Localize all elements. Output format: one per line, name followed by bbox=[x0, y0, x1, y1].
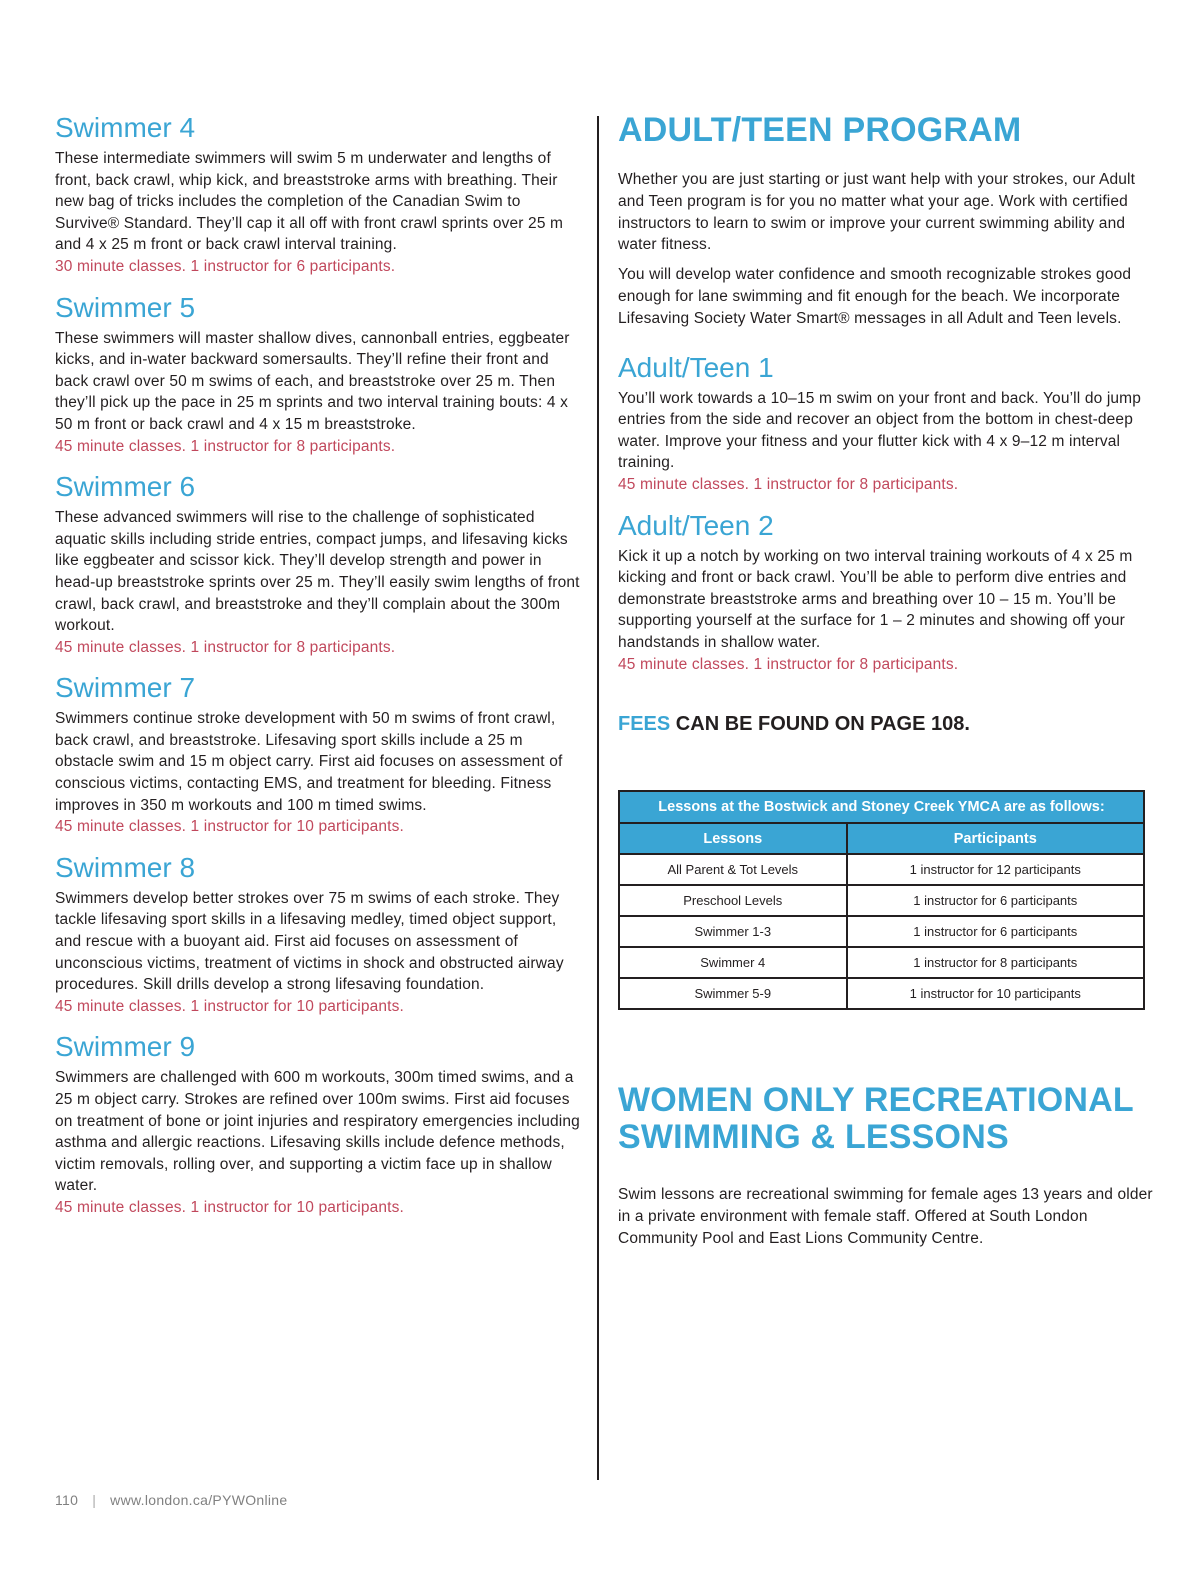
level-adult-teen-1 bbox=[618, 352, 1148, 496]
class-info: 45 minute classes. 1 instructor for 10 participants. bbox=[55, 997, 404, 1015]
table-row bbox=[619, 854, 1144, 885]
level-title: Swimmer 5 bbox=[55, 291, 196, 323]
level-adult-teen-2 bbox=[618, 510, 1148, 676]
level-description: Kick it up a notch by working on two interval training workouts of 4 x 25 m kicking and front or back crawl. You’ll be able to perform dive entries and demonstrate breaststroke arms and breathing over 10 – 15 m. You’ll be supporting yourself at the surface for 1 – 2 minutes and showing off your handstands in shallow water. bbox=[618, 547, 1133, 651]
adult-teen-title: ADULT/TEEN PROGRAM bbox=[618, 111, 1022, 149]
women-only-title bbox=[618, 1082, 1158, 1156]
level-title: Swimmer 4 bbox=[55, 112, 196, 143]
level-description: These swimmers will master shallow dives, cannonball entries, eggbeater kicks, and in-water backward somersaults. They’ll refine their front and back crawl over 50 m swims of each, and breaststroke over 25 m. Then they’ll pick up the pace in 25 m sprints and two interval training bouts: 4 x 50 m front or back crawl and 4 x 15 m breaststroke. bbox=[55, 329, 570, 433]
level-title: Swimmer 9 bbox=[55, 1031, 196, 1063]
fees-notice bbox=[618, 713, 1148, 736]
level-description: Swimmers are challenged with 600 m workouts, 300m timed swims, and a 25 m object carry. Strokes are refined over 100m swims. First aid focuses on treatment of bone or joint injuries and respiratory emergencies including asthma and allergic reactions. Lifesaving skills include defence methods, victim removals, rolling over, and supporting a victim face up in shallow water. bbox=[55, 1069, 580, 1195]
ratio-cell: 1 instructor for 6 participants bbox=[847, 916, 1144, 947]
adult-teen-intro bbox=[618, 169, 1148, 330]
ratio-cell: 1 instructor for 12 participants bbox=[847, 854, 1144, 885]
level-title: Swimmer 7 bbox=[55, 672, 196, 704]
level-description: Swimmers continue stroke development with 50 m swims of front crawl, back crawl, and breaststroke. Lifesaving sport skills include a 25 m obstacle swim and 15 m object carry. First aid focuses on assessment of conscious victims, contacting EMS, and treatment for bleeding. Fitness improves in 350 m workouts and 100 m timed swims. bbox=[55, 710, 563, 814]
class-info: 30 minute classes. 1 instructor for 6 participants. bbox=[55, 257, 396, 275]
lesson-cell: Swimmer 1-3 bbox=[619, 916, 847, 947]
level-swimmer-4 bbox=[55, 112, 580, 278]
ratio-cell: 1 instructor for 10 participants bbox=[847, 978, 1144, 1009]
column-divider bbox=[597, 116, 599, 1480]
class-info: 45 minute classes. 1 instructor for 8 participants. bbox=[618, 655, 959, 673]
level-swimmer-5 bbox=[55, 292, 580, 458]
level-title: Adult/Teen 1 bbox=[618, 351, 774, 383]
level-title: Swimmer 6 bbox=[55, 471, 196, 503]
table-row bbox=[619, 885, 1144, 916]
level-description: You’ll work towards a 10–15 m swim on your front and back. You’ll do jump entries from the side and recover an object from the bottom in chest-deep water. Improve your fitness and your flutter kick with 4 x 9–12 m interval training. bbox=[618, 389, 1142, 472]
lesson-cell: Swimmer 5-9 bbox=[619, 978, 847, 1009]
footer-url[interactable]: www.london.ca/PYWOnline bbox=[110, 1492, 288, 1508]
lesson-cell: Preschool Levels bbox=[619, 885, 847, 916]
class-info: 45 minute classes. 1 instructor for 10 participants. bbox=[55, 1198, 404, 1216]
title-line: SWIMMING & LESSONS bbox=[618, 1118, 1009, 1156]
level-swimmer-9 bbox=[55, 1031, 580, 1218]
title-line: WOMEN ONLY RECREATIONAL bbox=[618, 1081, 1134, 1119]
level-description: These advanced swimmers will rise to the challenge of sophisticated aquatic skills including stride entries, compact jumps, and lifesaving kicks like eggbeater and scissor kick. They’ll develop strength and power in head-up breaststroke sprints over 25 m. They’ll easily swim lengths of front crawl, back crawl, and breaststroke and they’ll complain about the 300m workout. bbox=[55, 509, 580, 635]
table-row bbox=[619, 947, 1144, 978]
left-column bbox=[55, 112, 580, 1233]
ratio-cell: 1 instructor for 6 participants bbox=[847, 885, 1144, 916]
class-info: 45 minute classes. 1 instructor for 8 participants. bbox=[55, 638, 396, 656]
footer-separator: | bbox=[92, 1492, 97, 1508]
level-description: Swimmers develop better strokes over 75 m swims of each stroke. They tackle lifesaving sport skills in a lifesaving medley, timed object support, and rescue with a buoyant aid. First aid focuses on assessment of unconscious victims, treatment of victims in shock and obstructed airway procedures. Skill drills develop a strong lifesaving foundation. bbox=[55, 889, 564, 994]
intro-paragraph: Whether you are just starting or just want help with your strokes, our Adult and Teen program is for you no matter what your age. Work with certified instructors to learn to swim or improve your current swimming ability and water fitness. bbox=[618, 171, 1136, 254]
level-title: Swimmer 8 bbox=[55, 851, 196, 883]
column-header-participants: Participants bbox=[847, 823, 1144, 854]
level-swimmer-6 bbox=[55, 471, 580, 658]
ymca-lessons-table bbox=[618, 790, 1145, 1010]
level-swimmer-7 bbox=[55, 672, 580, 838]
level-swimmer-8 bbox=[55, 852, 580, 1018]
fees-text: CAN BE FOUND ON PAGE 108. bbox=[670, 713, 970, 736]
intro-paragraph: You will develop water confidence and smooth recognizable strokes good enough for lane swimming and fit enough for the beach. We incorporate Lifesaving Society Water Smart® messages in all Adult and Teen levels. bbox=[618, 266, 1132, 327]
table-row bbox=[619, 978, 1144, 1009]
lesson-cell: All Parent & Tot Levels bbox=[619, 854, 847, 885]
women-only-description: Swim lessons are recreational swimming for female ages 13 years and older in a private environment with female staff. Offered at South London Community Pool and East Lions Community Centre. bbox=[618, 1186, 1153, 1247]
ratio-cell: 1 instructor for 8 participants bbox=[847, 947, 1144, 978]
level-description: These intermediate swimmers will swim 5 m underwater and lengths of front, back crawl, whip kick, and breaststroke arms with breathing. Their new bag of tricks includes the completion of the Canadian Swim to Survive® Standard. They’ll cap it all off with front crawl sprints over 25 m and 4 x 25 m front or back crawl interval training. bbox=[55, 150, 564, 254]
column-header-lessons: Lessons bbox=[619, 823, 847, 854]
right-column bbox=[618, 112, 1148, 736]
class-info: 45 minute classes. 1 instructor for 8 participants. bbox=[55, 437, 396, 455]
class-info: 45 minute classes. 1 instructor for 10 participants. bbox=[55, 818, 404, 836]
table-caption: Lessons at the Bostwick and Stoney Creek YMCA are as follows: bbox=[619, 791, 1144, 823]
page-footer bbox=[55, 1492, 288, 1508]
level-title: Adult/Teen 2 bbox=[618, 509, 774, 541]
class-info: 45 minute classes. 1 instructor for 8 participants. bbox=[618, 475, 959, 493]
table-row bbox=[619, 916, 1144, 947]
lesson-cell: Swimmer 4 bbox=[619, 947, 847, 978]
page-number: 110 bbox=[55, 1492, 79, 1508]
women-only-section bbox=[618, 1082, 1158, 1250]
fees-highlight: FEES bbox=[618, 713, 671, 736]
